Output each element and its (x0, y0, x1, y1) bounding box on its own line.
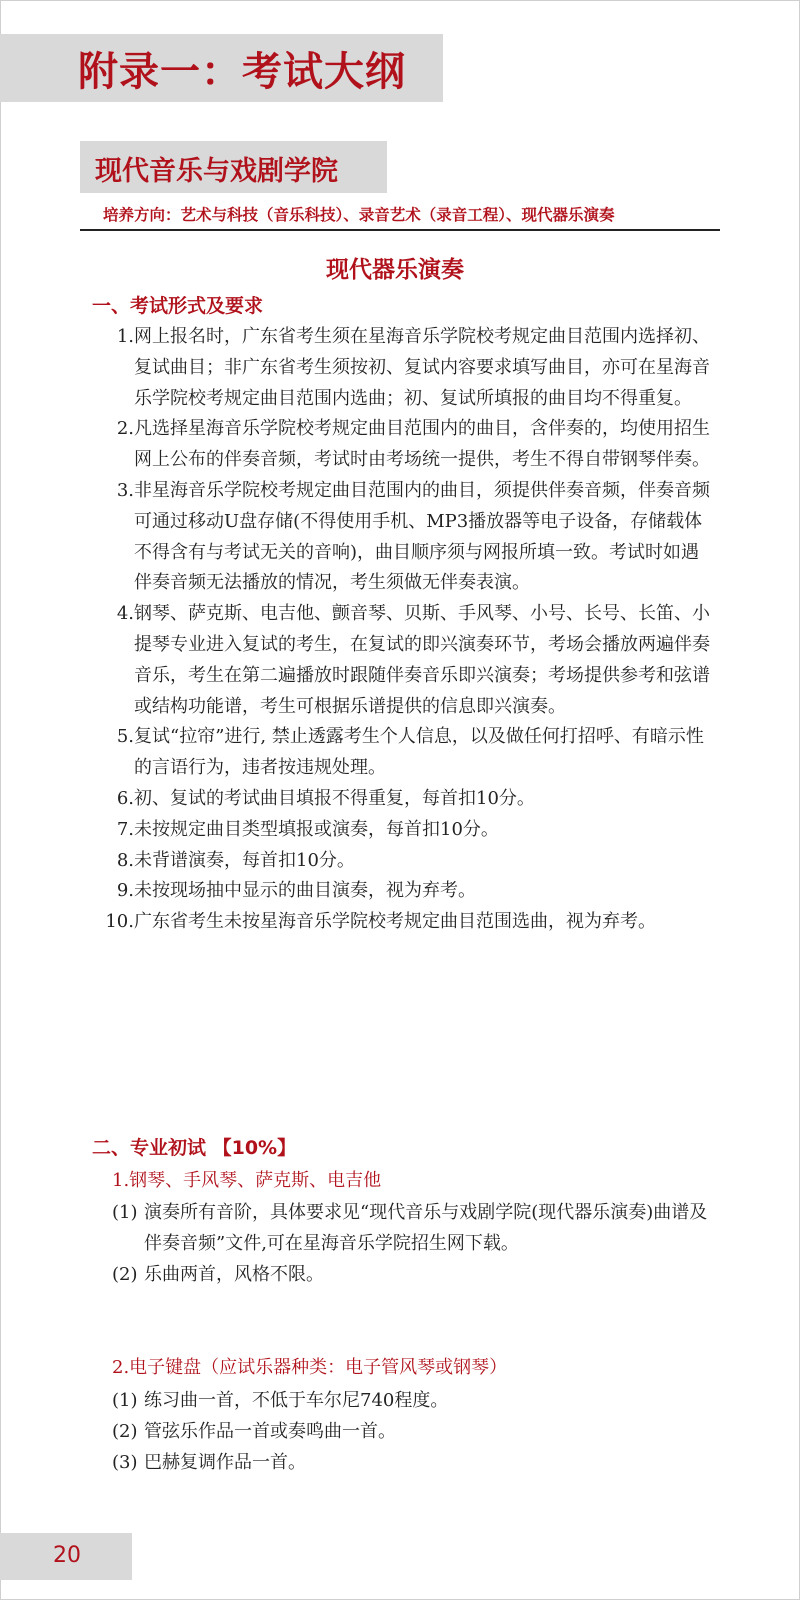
item-number: (2) (112, 1263, 138, 1285)
rule-text: 网上报名时，广东省考生须在星海音乐学院校考规定曲目范围内选择初、复试曲目；非广东省考生须按初、复试内容要求填写曲目，亦可在星海音乐学院校考规定曲目范围内选曲；初、复试所填报的曲目均不得重复。 (134, 326, 710, 409)
rule-number: 10. (105, 911, 134, 933)
group-list-piano (112, 1198, 712, 1290)
rule-text: 复试“拉帘”进行, 禁止透露考生个人信息，以及做任何打招呼、有暗示性的言语行为，违者按违规处理。 (134, 726, 704, 779)
rule-text: 未按现场抽中显示的曲目演奏，视为弃考。 (134, 880, 476, 902)
rule-item (104, 414, 714, 476)
rule-text: 初、复试的考试曲目填报不得重复，每首扣10分。 (134, 787, 535, 809)
rule-text: 未背谱演奏，每首扣10分。 (134, 849, 355, 871)
rule-number: 7. (116, 818, 134, 840)
item-number: (3) (112, 1451, 138, 1473)
list-item (112, 1198, 712, 1260)
rule-text: 非星海音乐学院校考规定曲目范围内的曲目，须提供伴奏音频，伴奏音频可通过移动U盘存储(不得使用手机、MP3播放器等电子设备，存储载体不得含有与考试无关的音响)，曲目顺序须与网报所填一致。考试时如遇伴奏音频无法播放的情况，考生须做无伴奏表演。 (134, 479, 710, 594)
rule-text: 未按规定曲目类型填报或演奏，每首扣10分。 (134, 818, 499, 840)
rule-item (104, 846, 714, 877)
rule-number: 2. (116, 418, 134, 440)
item-text: 乐曲两首，风格不限。 (144, 1263, 324, 1285)
item-text: 练习曲一首，不低于车尔尼740程度。 (144, 1390, 449, 1411)
training-direction: 培养方向：艺术与科技（音乐科技）、录音艺术（录音工程）、现代器乐演奏 (103, 206, 615, 224)
part2-heading: 二、专业初试 【10%】 (92, 1137, 297, 1159)
group-list-keyboard (112, 1386, 712, 1478)
rule-item (104, 876, 714, 907)
rule-item (104, 722, 714, 784)
header-divider (80, 229, 720, 231)
college-title: 现代音乐与戏剧学院 (95, 156, 338, 187)
item-text: 演奏所有音阶，具体要求见“现代音乐与戏剧学院(现代器乐演奏)曲谱及伴奏音频”文件,可在星海音乐学院招生网下载。 (144, 1202, 708, 1254)
rule-item (104, 599, 714, 722)
section-title: 现代器乐演奏 (326, 257, 464, 283)
rule-text: 钢琴、萨克斯、电吉他、颤音琴、贝斯、手风琴、小号、长号、长笛、小提琴专业进入复试的考生，在复试的即兴演奏环节，考场会播放两遍伴奏音乐，考生在第二遍播放时跟随伴奏音乐即兴演奏；考场提供参考和弦谱或结构功能谱，考生可根据乐谱提供的信息即兴演奏。 (134, 603, 710, 717)
rule-number: 4. (116, 603, 134, 625)
rule-item (104, 322, 714, 414)
rule-item (104, 476, 714, 599)
list-item (112, 1386, 712, 1417)
rule-number: 5. (116, 726, 134, 748)
exam-rules-list (104, 322, 714, 938)
group-title-piano: 1.钢琴、手风琴、萨克斯、电吉他 (112, 1170, 382, 1191)
item-number: (2) (112, 1420, 138, 1442)
group-title-keyboard: 2.电子键盘（应试乐器种类：电子管风琴或钢琴） (112, 1357, 508, 1378)
item-number: (1) (112, 1202, 138, 1223)
rule-number: 3. (116, 479, 134, 501)
rule-item (104, 784, 714, 815)
item-number: (1) (112, 1390, 138, 1411)
list-item (112, 1448, 712, 1479)
rule-number: 1. (116, 326, 134, 347)
appendix-title: 附录一：考试大纲 (78, 49, 406, 95)
page-number: 20 (53, 1543, 81, 1568)
list-item (112, 1417, 712, 1448)
rule-number: 9. (116, 880, 134, 902)
item-text: 巴赫复调作品一首。 (144, 1451, 306, 1473)
rule-item (104, 907, 714, 938)
item-text: 管弦乐作品一首或奏鸣曲一首。 (144, 1420, 396, 1442)
list-item (112, 1260, 712, 1291)
rule-number: 6. (116, 787, 134, 809)
rule-text: 广东省考生未按星海音乐学院校考规定曲目范围选曲，视为弃考。 (134, 911, 656, 933)
rule-number: 8. (116, 849, 134, 871)
rule-text: 凡选择星海音乐学院校考规定曲目范围内的曲目，含伴奏的，均使用招生网上公布的伴奏音频，考试时由考场统一提供，考生不得自带钢琴伴奏。 (134, 418, 710, 471)
rule-item (104, 815, 714, 846)
part1-heading: 一、考试形式及要求 (92, 295, 264, 317)
